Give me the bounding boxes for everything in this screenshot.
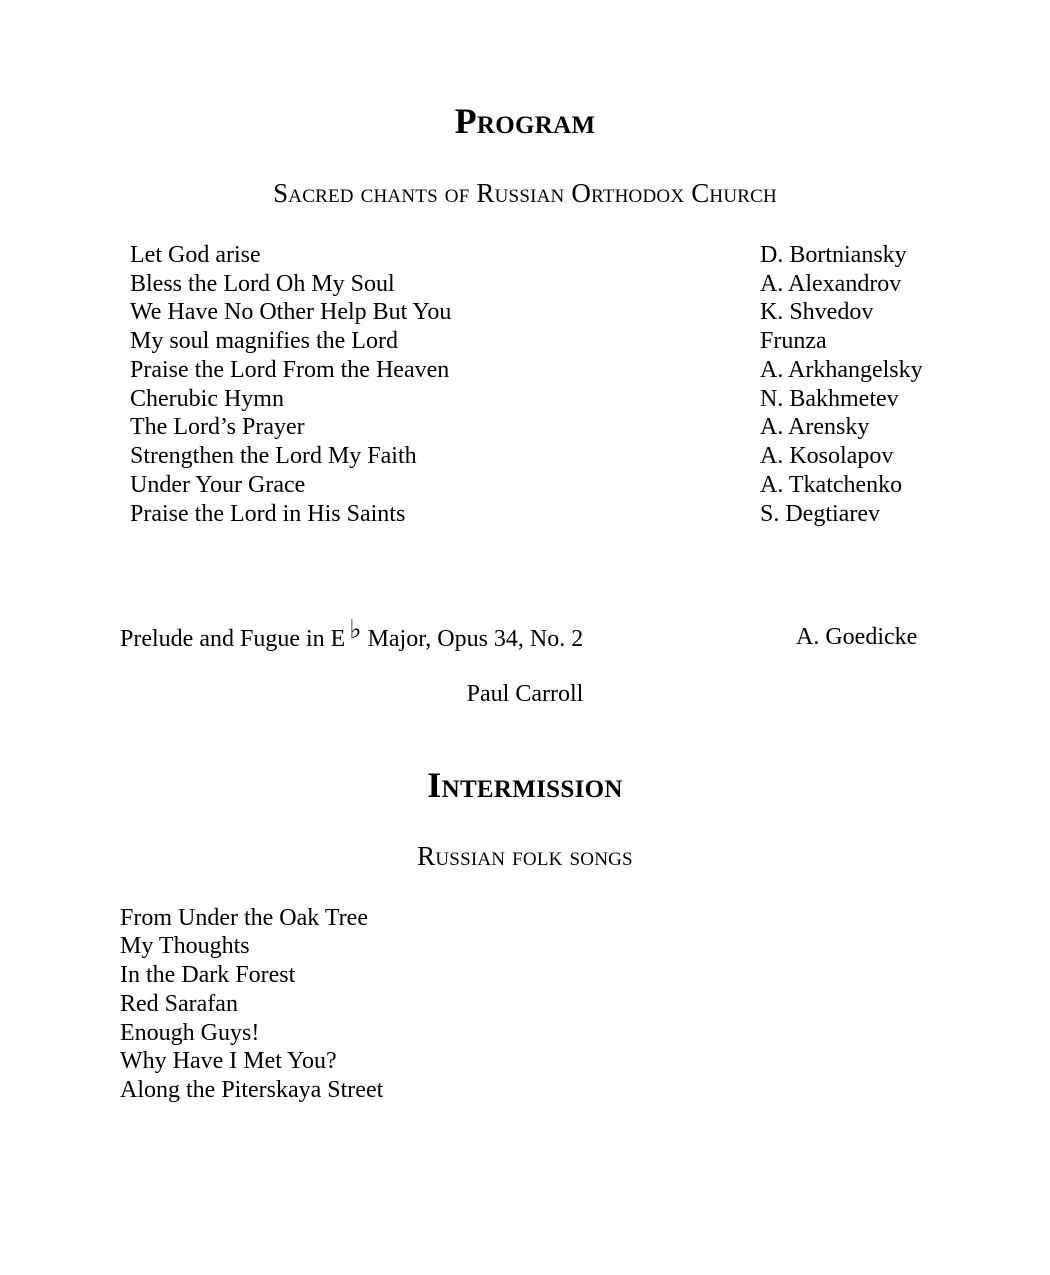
sacred-piece-title: We Have No Other Help But You [130,299,452,325]
sacred-piece-composer: A. Kosolapov [760,443,894,469]
sacred-piece-composer: Frunza [760,328,827,354]
sacred-piece-title: Strengthen the Lord My Faith [130,443,417,469]
sacred-piece-title: The Lord’s Prayer [130,414,305,440]
sacred-piece-title: Let God arise [130,242,261,268]
organ-piece-title-before-flat: Prelude and Fugue in E [120,626,346,652]
folk-song-item: Enough Guys! [120,1020,260,1046]
folk-song-item: In the Dark Forest [120,962,296,988]
sacred-piece-composer: D. Bortniansky [760,242,907,268]
sacred-piece-row [0,385,1050,414]
sacred-piece-row [0,500,1050,529]
sacred-piece-title: Praise the Lord in His Saints [130,501,406,527]
folk-song-item: Red Sarafan [120,991,238,1017]
sacred-piece-title: My soul magnifies the Lord [130,328,398,354]
sacred-piece-title: Under Your Grace [130,472,306,498]
sacred-piece-composer: S. Degtiarev [760,501,880,527]
sacred-piece-composer: A. Arkhangelsky [760,357,923,383]
sacred-piece-row [0,413,1050,442]
sacred-piece-row [0,241,1050,270]
folk-song-item: Why Have I Met You? [120,1048,337,1074]
sacred-piece-composer: K. Shvedov [760,299,874,325]
sacred-piece-composer: A. Alexandrov [760,271,902,297]
sacred-piece-row [0,471,1050,500]
sacred-piece-composer: A. Arensky [760,414,870,440]
sacred-piece-title: Praise the Lord From the Heaven [130,357,450,383]
sacred-piece-row [0,270,1050,299]
organ-piece-title [120,615,584,654]
sacred-piece-row [0,327,1050,356]
folk-section-heading: Russian folk songs [417,841,633,871]
flat-sign-icon: ♭ [349,615,362,644]
folk-song-item: My Thoughts [120,933,250,959]
sacred-piece-row [0,356,1050,385]
organ-piece-title-after-flat: Major, Opus 34, No. 2 [367,626,584,652]
sacred-piece-row [0,298,1050,327]
organ-piece-composer: A. Goedicke [796,624,918,650]
organ-piece-performer: Paul Carroll [466,681,584,707]
intermission-heading: Intermission [427,765,623,805]
sacred-piece-title: Bless the Lord Oh My Soul [130,271,395,297]
folk-song-item: From Under the Oak Tree [120,905,368,931]
sacred-piece-composer: N. Bakhmetev [760,386,899,412]
sacred-piece-row [0,442,1050,471]
sacred-piece-composer: A. Tkatchenko [760,472,903,498]
program-title: Program [454,101,596,141]
sacred-piece-title: Cherubic Hymn [130,386,284,412]
folk-song-item: Along the Piterskaya Street [120,1077,384,1103]
sacred-section-heading: Sacred chants of Russian Orthodox Church [273,178,777,208]
